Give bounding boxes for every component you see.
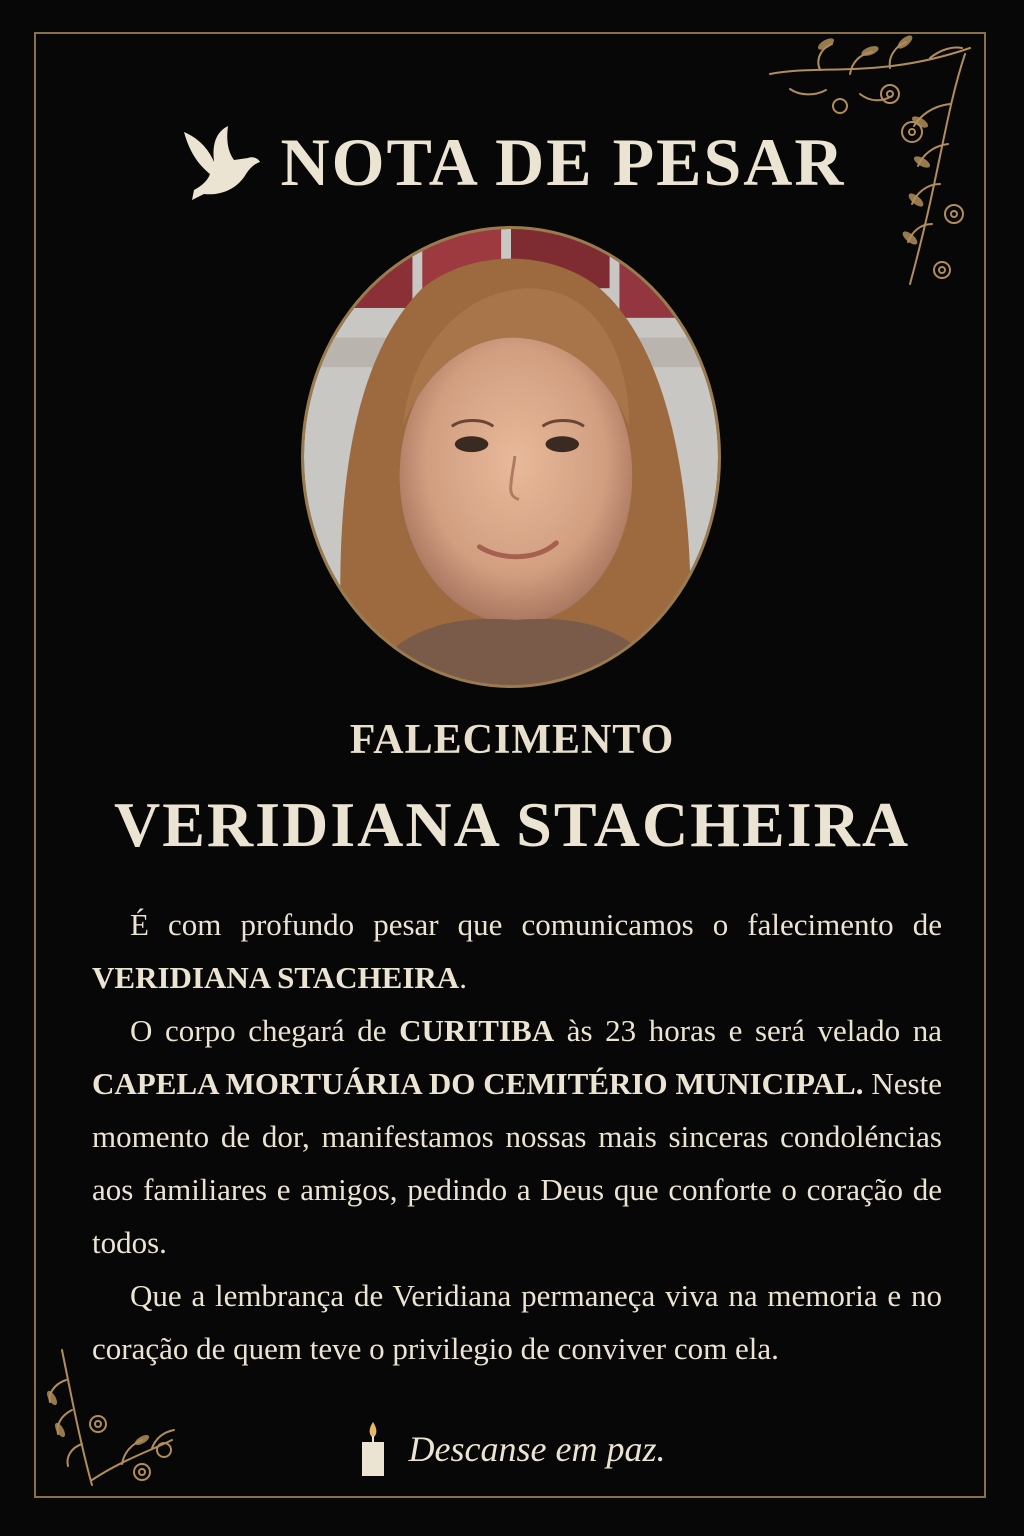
portrait-photo [301,226,721,688]
announcement-subtitle: FALECIMENTO [349,717,675,763]
candle-icon [359,1420,387,1478]
header [0,112,1024,212]
city-name: CURITIBA [399,1013,555,1048]
page-title: NOTA DE PESAR [280,123,846,200]
paragraph-text: Neste momento de dor, manifestamos nossas mais sinceras condoléncias aos familiares e amigos, pedindo a Deus que conforte o coração de todos. [92,1066,942,1260]
paragraph-text: às 23 horas e será velado na [554,1013,942,1048]
chapel-name: CAPELA MORTUÁRIA DO CEMITÉRIO MUNICIPAL. [92,1066,864,1101]
rest-in-peace-text: Descanse em paz. [408,1429,666,1469]
paragraph-text: É com profundo pesar que comunicamos o falecimento de [130,907,942,942]
deceased-name: VERIDIANA STACHEIRA [113,789,911,860]
deceased-name-inline: VERIDIANA STACHEIRA [92,960,460,995]
paragraph-remembrance: Que a lembrança de Veridiana permaneça viva na memoria e no coração de quem teve o privilegio de conviver com ela. [92,1278,942,1366]
announcement-body [92,898,942,1375]
dove-icon [178,122,262,202]
footer [0,1414,1024,1484]
paragraph-announcement [92,898,942,1004]
paragraph-arrangements [92,1004,942,1269]
paragraph-text: O corpo chegará de [130,1013,400,1048]
paragraph-text: . [459,960,467,995]
